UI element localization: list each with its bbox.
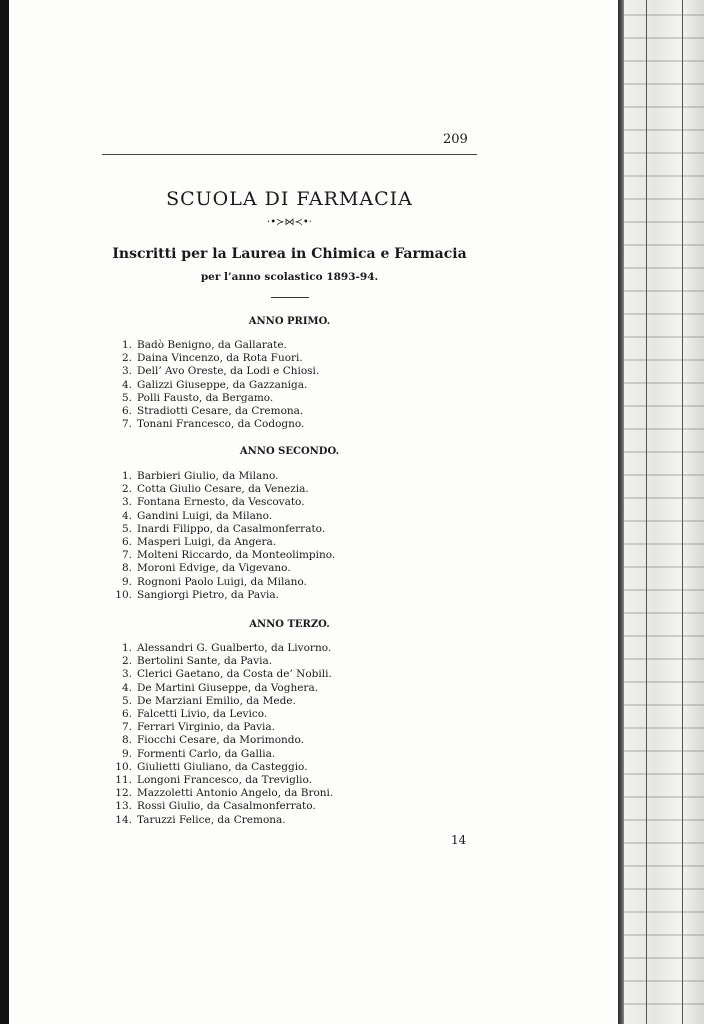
list-item: [108, 379, 319, 392]
header-rule: [102, 154, 477, 155]
page-number: 209: [443, 132, 468, 147]
list-number: 7.: [121, 549, 132, 562]
list-item: [108, 352, 319, 365]
list-number: 5.: [121, 391, 132, 404]
list-item: [108, 483, 335, 496]
student-entry: Moroni Edvige, da Vigevano.: [137, 562, 291, 575]
student-entry: Formenti Carlo, da Gallia.: [137, 747, 276, 760]
list-item: [108, 392, 319, 405]
signature-mark: 14: [451, 833, 467, 847]
list-item: [108, 562, 335, 575]
divider-rule: [271, 297, 309, 298]
list-item: [108, 761, 333, 774]
list-number: 2.: [121, 483, 132, 496]
student-entry: Fiocchi Cesare, da Morimondo.: [137, 734, 304, 747]
student-entry: Falcetti Livio, da Levico.: [137, 708, 268, 721]
list-number: 1.: [121, 642, 132, 654]
student-entry: Molteni Riccardo, da Monteolimpino.: [137, 549, 336, 562]
list-number: 13.: [115, 800, 132, 813]
student-entry: Mazzoletti Antonio Angelo, da Broni.: [137, 787, 334, 800]
list-number: 10.: [115, 588, 132, 601]
student-entry: Tonani Francesco, da Codogno.: [137, 418, 305, 431]
list-item: [108, 800, 333, 813]
student-entry: Sangiorgi Pietro, da Pavia.: [137, 588, 279, 601]
list-number: 6.: [121, 405, 132, 418]
student-entry: Badò Benigno, da Gallarate.: [137, 339, 287, 351]
list-number: 14.: [115, 813, 132, 826]
list-number: 10.: [115, 760, 132, 773]
list-item: [108, 549, 335, 562]
list-item: [108, 708, 333, 721]
ornament: ·•≻⋈≺•·: [267, 217, 312, 228]
student-list-anno-terzo: [108, 642, 333, 827]
student-entry: Barbieri Giulio, da Milano.: [137, 470, 279, 482]
list-item: [108, 536, 335, 549]
list-item: [108, 682, 333, 695]
binding-margin: [624, 0, 704, 1024]
list-number: 8.: [121, 734, 132, 747]
list-number: 3.: [121, 496, 132, 509]
student-entry: Rossi Giulio, da Casalmonferrato.: [137, 800, 316, 813]
list-item: [108, 496, 335, 509]
student-entry: Inardi Filippo, da Casalmonferrato.: [137, 522, 326, 535]
page-subtitle: Inscritti per la Laurea in Chimica e Farmacia: [112, 246, 467, 262]
list-item: [108, 721, 333, 734]
list-number: 7.: [121, 721, 132, 734]
list-number: 2.: [121, 352, 132, 365]
list-number: 6.: [121, 536, 132, 549]
list-number: 11.: [115, 774, 132, 787]
binding-line: [646, 0, 647, 1024]
list-item: [108, 576, 335, 589]
school-year: per l’anno scolastico 1893-94.: [200, 271, 379, 283]
list-item: [108, 642, 333, 655]
list-number: 7.: [121, 418, 132, 431]
student-entry: Bertolini Sante, da Pavia.: [137, 655, 273, 668]
student-entry: De Marziani Emilio, da Mede.: [137, 694, 296, 707]
list-item: [108, 668, 333, 681]
list-number: 6.: [121, 708, 132, 721]
list-number: 9.: [121, 747, 132, 760]
list-item: [108, 695, 333, 708]
list-number: 4.: [121, 681, 132, 694]
student-entry: Polli Fausto, da Bergamo.: [137, 391, 274, 404]
list-item: [108, 814, 333, 827]
section-heading-anno-primo: ANNO PRIMO.: [248, 316, 331, 327]
section-heading-anno-secondo: ANNO SECONDO.: [239, 446, 340, 457]
student-entry: Masperi Luigi, da Angera.: [137, 536, 277, 549]
list-number: 3.: [121, 365, 132, 378]
scan-left-edge: [0, 0, 9, 1024]
list-item: [108, 748, 333, 761]
student-entry: Clerici Gaetano, da Costa de’ Nobili.: [137, 668, 332, 681]
page-title: SCUOLA DI FARMACIA: [166, 188, 413, 210]
student-entry: Longoni Francesco, da Treviglio.: [137, 774, 313, 787]
list-number: 8.: [121, 562, 132, 575]
list-number: 9.: [121, 575, 132, 588]
section-heading-anno-terzo: ANNO TERZO.: [249, 619, 330, 630]
student-entry: Giulietti Giuliano, da Casteggio.: [137, 760, 308, 773]
list-item: [108, 655, 333, 668]
student-entry: Cotta Giulio Cesare, da Venezia.: [137, 483, 309, 496]
student-entry: Fontana Ernesto, da Vescovato.: [137, 496, 305, 509]
list-number: 5.: [121, 522, 132, 535]
list-number: 2.: [121, 655, 132, 668]
list-item: [108, 510, 335, 523]
list-item: [108, 734, 333, 747]
list-item: [108, 470, 335, 483]
binding-line: [682, 0, 683, 1024]
list-number: 4.: [121, 378, 132, 391]
list-item: [108, 339, 319, 352]
list-item: [108, 787, 333, 800]
student-entry: Stradiotti Cesare, da Cremona.: [137, 405, 304, 418]
list-number: 1.: [121, 470, 132, 482]
list-number: 1.: [121, 339, 132, 351]
list-item: [108, 418, 319, 431]
list-number: 3.: [121, 668, 132, 681]
list-item: [108, 405, 319, 418]
student-entry: Galizzi Giuseppe, da Gazzaniga.: [137, 378, 308, 391]
student-entry: Taruzzi Felice, da Cremona.: [137, 813, 286, 826]
student-entry: Alessandri G. Gualberto, da Livorno.: [137, 642, 332, 654]
student-entry: Gandini Luigi, da Milano.: [137, 509, 273, 522]
student-entry: Dell’ Avo Oreste, da Lodi e Chiosi.: [137, 365, 320, 378]
student-list-anno-secondo: [108, 470, 335, 602]
student-entry: De Martini Giuseppe, da Voghera.: [137, 681, 319, 694]
list-item: [108, 774, 333, 787]
student-entry: Ferrari Virginio, da Pavia.: [137, 721, 275, 734]
list-item: [108, 523, 335, 536]
list-item: [108, 589, 335, 602]
list-item: [108, 365, 319, 378]
list-number: 5.: [121, 694, 132, 707]
student-list-anno-primo: [108, 339, 319, 431]
list-number: 12.: [115, 787, 132, 800]
student-entry: Daina Vincenzo, da Rota Fuori.: [137, 352, 303, 365]
student-entry: Rognoni Paolo Luigi, da Milano.: [137, 575, 307, 588]
list-number: 4.: [121, 509, 132, 522]
